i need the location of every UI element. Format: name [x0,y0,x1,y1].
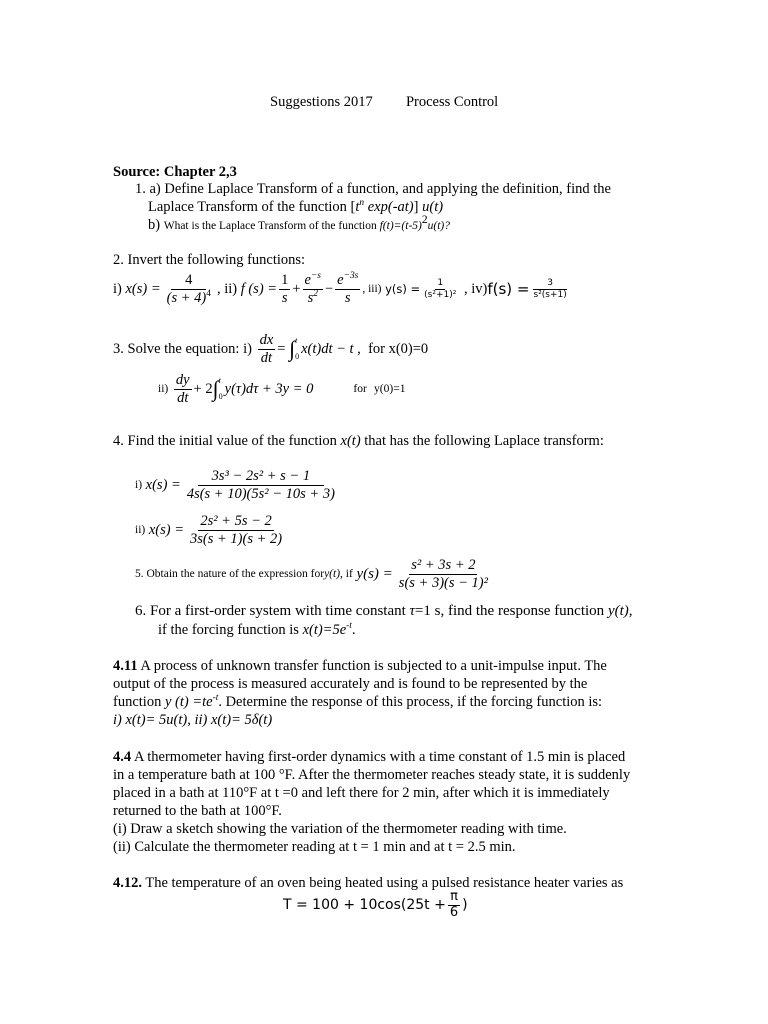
q3-ii-cond-b: y(0)=1 [374,382,406,395]
q4-ii-fraction [188,513,284,547]
problem-4-11-line4: i) x(t)= 5u(t), ii) x(t)= 5δ(t) [113,712,273,728]
q5-text-b: , if [340,567,353,580]
q2-i-lhs: x(s) = [125,281,161,298]
q2-iii-fraction [422,278,458,301]
q6-text-a: 6. For a first-order system with time constant [135,603,410,619]
q2-ii-t2-den: $s^2$ [307,288,318,306]
q4-heading-a: 4. Find the initial value of the function [113,433,341,449]
p412-den: 6 [449,904,459,920]
q2-ii-frac3 [335,272,360,306]
q4-ii-den: 3s(s + 1)(s + 2) [190,530,283,547]
question-2-equations: i) x(s) = $\frac{4}{(s + 4)^4}$ , ii) f (s) = $\frac{1}{s}$ + $\frac{e^{-s}}{s^2}$ − $\frac{e^{-3s}}{s}$ , iii) y(s) = $\frac{1}{\text{(s²+1)²}}$ , iv) f(s) = $\frac{3}{\text{s²(s+1)}}$ [113,271,567,306]
p412-eq-b: ) [462,896,468,913]
p412-fraction [448,890,460,921]
q2-ii-t2-num: $e^{-s}$ [304,271,321,288]
q1-bracket: ] [413,199,423,215]
q3-i-rhs: x(t)dt − t , [301,341,361,358]
question-4-heading [113,432,604,450]
q2-iv-den: s²(s+1) [533,289,567,300]
problem-4-4-line4: returned to the bath at 100°F. [113,803,282,819]
q4-i-den: 4s(s + 10)(5s² − 10s + 3) [186,485,335,502]
q5-text-fn: y(t) [324,567,341,580]
q3-ii-num: dy [175,372,190,388]
q4-i-num: 3s³ − 2s² + s − 1 [198,468,324,486]
q2-iii-den: (s²+1)² [424,289,457,300]
q2-iv-label: , iv) [464,281,488,298]
q3-i-cond: for x(0)=0 [368,341,429,358]
question-1-line3 [148,216,450,234]
problem-4-12-text: The temperature of an oven being heated using a pulsed resistance heater varies as [142,875,624,891]
problem-4-11-line2: output of the process is measured accurately and is found to be represented by the [113,676,588,692]
q3-i-num: dx [259,332,274,348]
question-3-line1 [113,332,428,366]
q2-ii-t3-num: $e^{-3s}$ [337,271,359,288]
q3-i-limits: t 0 [295,336,300,362]
q3-ii-limits: t 0 [218,376,223,402]
problem-4-12-number: 4.12. [113,875,142,891]
q3-i-eq: = [277,341,286,358]
q3-i-den: dt [260,349,273,366]
problem-4-11-line3 [113,693,602,711]
q3-ii-mid: + 2 [193,381,213,398]
q2-ii-label: , ii) [216,281,238,298]
q3-ii-rhs: y(τ)dτ + 3y = 0 [224,381,314,398]
q1-u: u(t) [422,199,444,215]
q1b-exp: 2 [421,214,428,227]
q2-iii-lhs: y(s) = [385,281,421,296]
q2-ii-t1-den: s [281,289,288,306]
q2-i-fraction [165,272,213,306]
header-title-left: Suggestions 2017 [270,94,373,110]
q6-tau: τ [409,603,415,619]
problem-4-12-equation [283,890,468,921]
q5-text-a: 5. Obtain the nature of the expression for [135,567,325,580]
question-1-line1: 1. a) Define Laplace Transform of a function, and applying the definition, find the [135,181,611,197]
q4-i-label: i) [135,478,143,491]
question-2-heading: 2. Invert the following functions: [113,252,306,268]
q6-line2-fn: x(t)=5e [302,622,347,638]
q1-n: n [359,198,365,209]
q4-ii-num: 2s² + 5s − 2 [200,513,272,529]
q2-ii-t1-num: 1 [281,272,289,288]
q4-i-lhs: x(s) = [145,477,181,494]
q5-fraction [397,557,490,591]
question-5 [135,557,492,591]
problem-4-4-line5: (i) Draw a sketch showing the variation of the thermometer reading with time. [113,821,567,837]
q2-ii-frac1 [279,272,290,306]
q6-line2-exp: -t [346,621,352,632]
q2-ii-frac2 [303,272,323,306]
question-4-i [135,468,339,502]
page-header [270,93,498,111]
q3-ii-den: dt [177,389,189,406]
q2-ii-t3-den: s [344,289,351,306]
q6-line2-end: . [351,622,356,638]
q4-ii-lhs: x(s) = [148,522,185,539]
q1b-end: u(t)? [427,220,450,232]
q2-iii-label: , iii) [362,282,382,295]
p411-a: function [113,694,165,710]
problem-4-11-number: 4.11 [113,658,138,674]
problem-4-4-line2: in a temperature bath at 100 °F. After the thermometer reaches steady state, it is suddenly [113,767,631,783]
question-1-line2 [148,198,443,216]
q3-i-fraction [258,332,276,366]
p411-exp: -t [212,693,219,704]
header-title-right: Process Control [405,94,499,110]
p412-eq-a: T = 100 + 10cos(25t + [283,896,446,913]
q2-i-den: $(s + 4)^4$ [166,288,211,306]
q1-exp: exp(-at) [364,199,414,215]
q4-ii-label: ii) [135,523,146,536]
q5-num: s² + 3s + 2 [411,557,476,573]
question-6-line1 [135,602,633,621]
problem-4-11-line1 [113,657,607,675]
q2-ii-lhs: f (s) = [240,281,278,298]
problem-4-4-line3: placed in a bath at 110°F at t =0 and left there for 2 min, after which it is immediately [113,785,610,801]
q5-den: s(s + 3)(s − 1)² [398,574,488,591]
q6-text-b: =1 s, find the response function [414,603,608,619]
q3-i-integral: ∫ [289,336,296,362]
question-4-ii [135,513,286,547]
q4-heading-b: that has the following Laplace transform: [360,433,604,449]
p411-fn: y (t) =te [164,694,213,710]
p412-num: π [450,889,458,904]
question-6-line2 [158,621,356,639]
problem-4-4-number: 4.4 [113,749,132,765]
q3-ii-integral: ∫ [212,376,219,402]
q3-ii-label: ii) [158,382,169,395]
q2-i-num: 4 [171,272,206,290]
q1-t: t [355,199,360,215]
q3-ii-cond-a: for [353,382,367,395]
q2-i-label: i) [113,281,122,298]
q4-heading-fn: x(t) [340,433,361,449]
q1-text: Laplace Transform of the function [ [148,199,356,215]
q1b-label: b) [148,217,164,233]
q2-iii-num: 1 [437,277,444,288]
q4-i-fraction [185,468,337,502]
q2-iv-lhs: f(s) = [487,279,530,298]
q1b-text: What is the Laplace Transform of the function [163,220,380,232]
q6-fn: y(t), [607,603,633,619]
q2-iv-fraction [532,278,569,301]
question-3-line2 [158,372,405,406]
problem-4-11-text: A process of unknown transfer function is subjected to a unit-impulse input. The [137,658,607,674]
q5-lhs: y(s) = [356,565,393,582]
problem-4-4-line1 [113,748,625,766]
q2-iv-num: 3 [533,278,567,290]
q3-ii-fraction [174,372,192,406]
source-heading: Source: Chapter 2,3 [113,164,237,180]
q6-line2-a: if the forcing function is [158,622,303,638]
q3-heading: 3. Solve the equation: i) [113,341,252,358]
q1b-fn: f(t)=(t-5) [379,220,422,232]
problem-4-4-line6: (ii) Calculate the thermometer reading at t = 1 min and at t = 2.5 min. [113,839,516,855]
p411-b: . Determine the response of this process, if the forcing function is: [218,694,603,710]
problem-4-4-text: A thermometer having first-order dynamics with a time constant of 1.5 min is placed [131,749,626,765]
